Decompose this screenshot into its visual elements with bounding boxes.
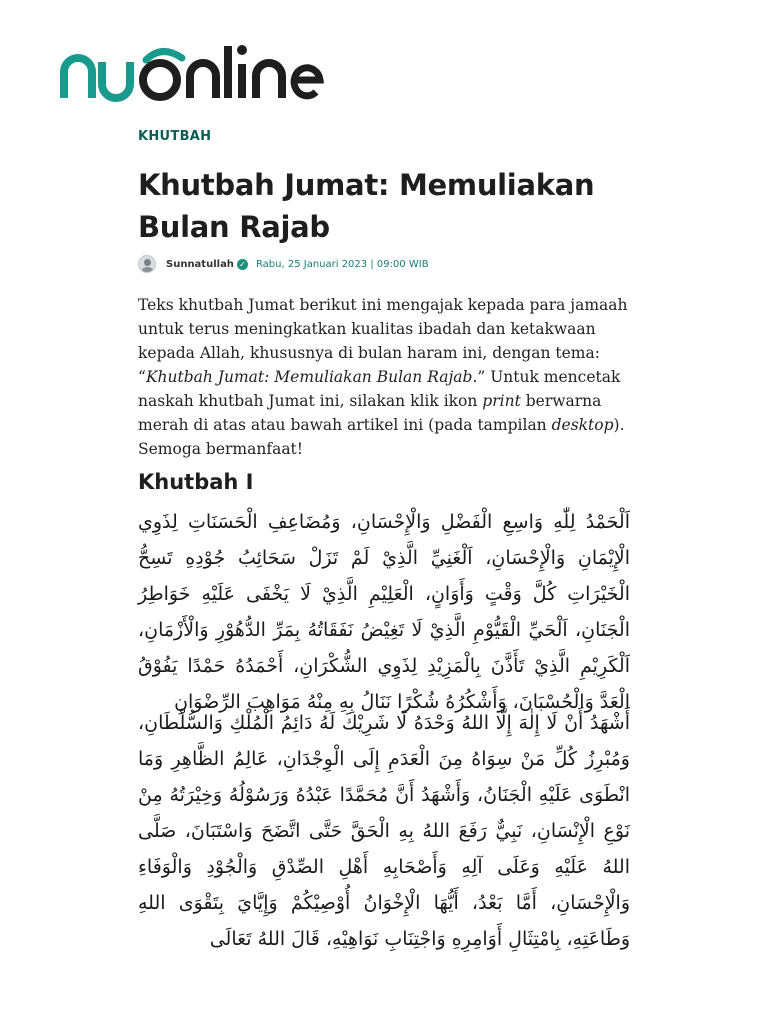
logo-letter-n xyxy=(64,58,92,98)
logo-letter-n2 xyxy=(190,63,216,98)
publish-datetime: Rabu, 25 Januari 2023 | 09:00 WIB xyxy=(255,258,429,270)
avatar-head xyxy=(144,259,151,266)
section-heading: Khutbah I xyxy=(138,470,254,494)
intro-text-2: .” Untuk mencetak naskah khutbah Jumat ini, silakan klik ikon xyxy=(138,368,621,410)
logo-letter-o xyxy=(143,63,177,97)
author-avatar[interactable] xyxy=(138,255,156,273)
avatar-body xyxy=(141,267,154,273)
article-title: Khutbah Jumat: Memuliakan Bulan Rajab xyxy=(138,168,595,244)
arabic-paragraph: اَلْحَمْدُ لِلّٰهِ وَاسِعِ الْفَضْلِ وَالْإِحْسَانِ، وَمُضَاعِفِ الْحَسَنَاتِ لِذَوِي الْإِيْمَانِ وَالْإِحْسَانِ، اَلْغَنِيِّ الَّذِيْ لَمْ تَزَلْ سَحَائِبُ جُوْدِهِ تَسِحُّ الْخَيْرَاتِ كُلَّ وَقْتٍ وَأَوَانٍ، الْعَلِيْمِ الَّذِيْ لَا يَخْفَى عَلَيْهِ خَوَاطِرُ الْجَنَانِ، اَلْحَيِّ الْقَيُّوْمِ الَّذِيْ لَا تَغِيْضُ نَفَقَاتُهُ بِمَرِّ الدُّهُوْرِ وَالْأَزْمَانِ، اَلْكَرِيْمِ الَّذِيْ تَأَذَّنَ بِالْمَزِيْدِ لِذَوِي الشُّكْرَانِ، أَحْمَدُهُ حَمْدًا يَفُوْقُ الْعَدَّ وَالْحُسْبَانَ، وَأَشْكُرُهُ شُكْرًا نَنَالُ بِهِ مِنْهُ مَوَاهِبَ الرِّضْوَانِ xyxy=(138,511,630,713)
intro-text-1: Teks khutbah Jumat berikut ini mengajak kepada para jamaah untuk terus meningkatkan kualitas ibadah dan ketakwaan kepada Allah, khususnya di bulan haram ini, dengan tema: “ xyxy=(138,296,628,386)
check-badge-icon: ✓ xyxy=(237,259,248,270)
intro-emphasis-desktop: desktop xyxy=(551,416,614,434)
intro-emphasis-print: print xyxy=(482,392,521,410)
intro-emphasis-title: Khutbah Jumat: Memuliakan Bulan Rajab xyxy=(145,368,473,386)
arabic-paragraph: أَشْهَدُ أَنْ لَا إِلٰهَ إِلَّا اللهُ وَحْدَهُ لَا شَرِيْكَ لَهُ دَائِمُ الْمُلْكِ وَالسُّلْطَانِ، وَمُبْرِزُ كُلِّ مَنْ سِوَاهُ مِنَ الْعَدَمِ إِلَى الْوِجْدَانِ، عَالِمُ الظَّاهِرِ وَمَا انْطَوَى عَلَيْهِ الْجَنَانُ، وَأَشْهَدُ أَنَّ مُحَمَّدًا عَبْدُهُ وَرَسُوْلُهُ وَخِيْرَتُهُ مِنْ نَوْعِ الْإِنْسَانِ، نَبِيٌّ رَفَعَ اللهُ بِهِ الْحَقَّ حَتَّى اتَّضَحَ وَاسْتَبَانَ، صَلَّى اللهُ عَلَيْهِ وَعَلَى آلِهِ وَأَصْحَابِهِ أَهْلِ الصِّدْقِ وَالْجُوْدِ وَالْوَفَاءِ وَالْإِحْسَانِ، أَمَّا بَعْدُ، أَيُّهَا الْإِخْوَانُ أُوْصِيْكُمْ وَإِيَّايَ بِتَقْوَى اللهِ وَطَاعَتِهِ، بِامْتِثَالِ أَوَامِرِهِ وَاجْتِنَابِ نَوَاهِيْهِ، قَالَ اللهُ تَعَالَى xyxy=(138,712,630,950)
logo-letter-e xyxy=(294,68,320,96)
nuonline-logo[interactable] xyxy=(60,40,325,106)
author-name[interactable]: Sunnatullah xyxy=(166,258,234,270)
article-intro xyxy=(138,293,638,461)
intro-text-4: ). Semoga bermanfaat! xyxy=(138,416,625,458)
article-category[interactable]: KHUTBAH xyxy=(138,129,212,144)
logo-swoosh xyxy=(146,51,182,60)
article-meta xyxy=(138,254,429,274)
intro-text-3: berwarna merah di atas atau bawah artikel ini (pada tampilan xyxy=(138,392,602,434)
logo-letter-u xyxy=(102,62,130,98)
logo-letter-n3 xyxy=(256,63,282,98)
logo-letter-i-dot xyxy=(237,45,247,55)
